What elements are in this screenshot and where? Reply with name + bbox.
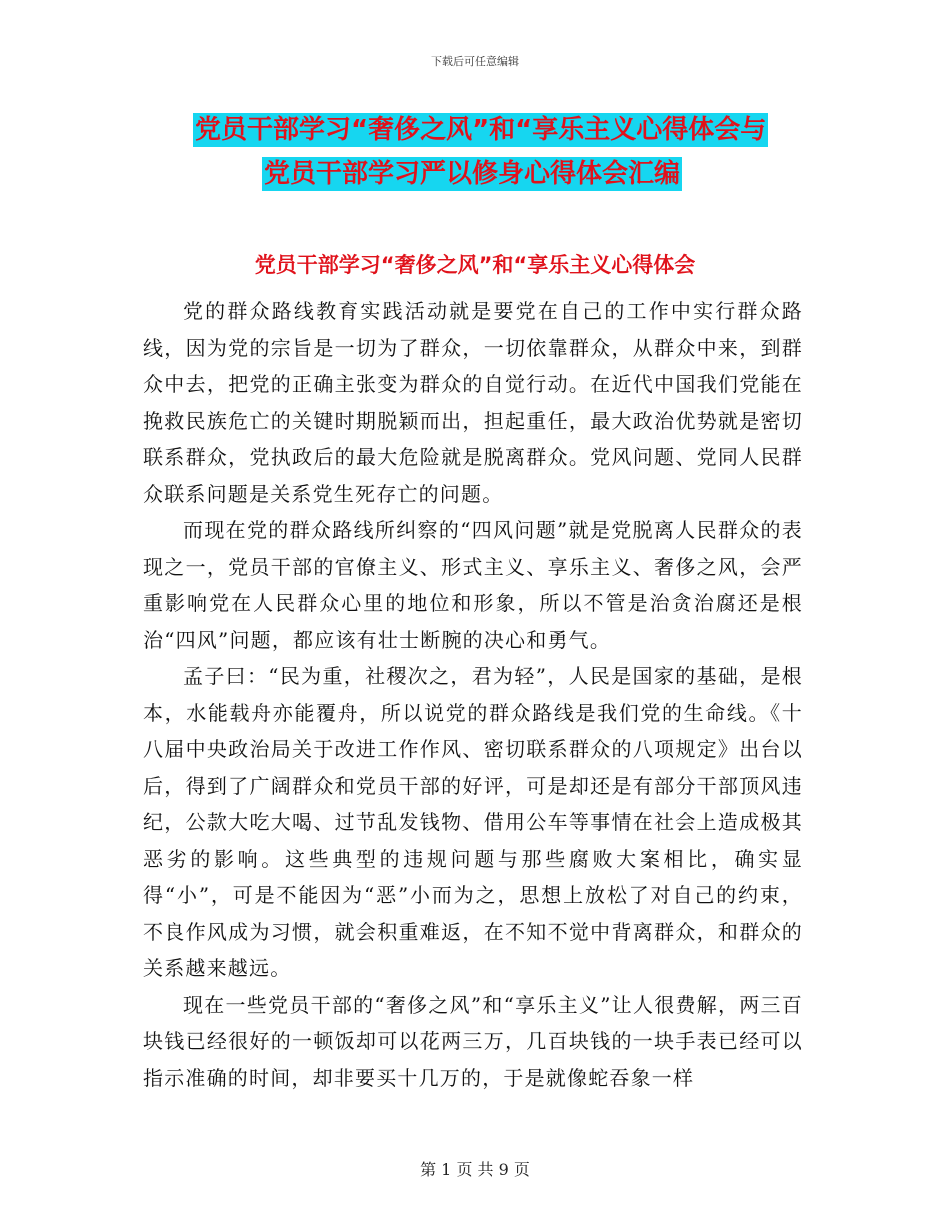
body-paragraph-2: 而现在党的群众路线所纠察的“四风问题”就是党脱离人民群众的表现之一，党员干部的官僚主义、形式主义、享乐主义、奢侈之风，会严重影响党在人民群众心里的地位和形象，所以不管是治贪治腐还是根治“四风”问题，都应该有壮士断腕的决心和勇气。 — [143, 518, 803, 652]
body-paragraph-4: 现在一些党员干部的“奢侈之风”和“享乐主义”让人很费解，两三百块钱已经很好的一顿饭却可以花两三万，几百块钱的一块手表已经可以指示准确的时间，却非要买十几万的，于是就像蛇吞象一样 — [143, 992, 803, 1090]
document-title-line-2: 党员干部学习严以修身心得体会汇编 — [264, 159, 681, 189]
document-body — [143, 293, 803, 1096]
body-paragraph-3: 孟子曰：“民为重，社稷次之，君为轻”，人民是国家的基础，是根本，水能载舟亦能覆舟，所以说党的群众路线是我们党的生命线。《十八届中央政治局关于改进工作作风、密切联系群众的八项规定》出台以后，得到了广阔群众和党员干部的好评，可是却还是有部分干部顶风违纪，公款大吃大喝、过节乱发钱物、借用公车等事情在社会上造成极其恶劣的影响。这些典型的违规问题与那些腐败大案相比，确实显得“小”，可是不能因为“恶”小而为之，思想上放松了对自己的约束，不良作风成为习惯，就会积重难返，在不知不觉中背离群众，和群众的关系越来越远。 — [143, 664, 803, 980]
page-number-footer: 第 1 页 共 9 页 — [420, 1160, 530, 1179]
page-header-note: 下载后可任意编辑 — [431, 55, 519, 68]
body-paragraph-1: 党的群众路线教育实践活动就是要党在自己的工作中实行群众路线，因为党的宗旨是一切为了群众，一切依靠群众，从群众中来，到群众中去，把党的正确主张变为群众的自觉行动。在近代中国我们党能在挽救民族危亡的关键时期脱颖而出，担起重任，最大政治优势就是密切联系群众，党执政后的最大危险就是脱离群众。党风问题、党同人民群众联系问题是关系党生死存亡的问题。 — [143, 299, 803, 506]
document-title-line-1: 党员干部学习“奢侈之风”和“享乐主义心得体会与 — [195, 115, 767, 145]
section-heading: 党员干部学习“奢侈之风”和“享乐主义心得体会 — [254, 253, 696, 277]
